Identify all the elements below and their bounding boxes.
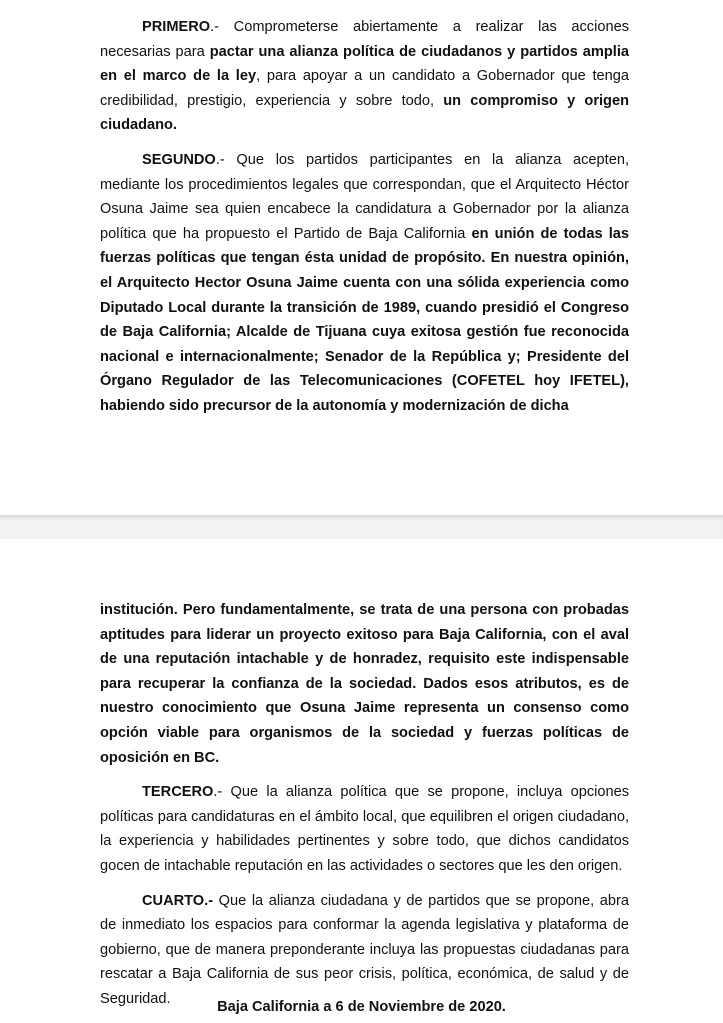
segundo-separator: .- [215, 151, 225, 168]
segundo-bold-1: en unión de todas las fuerzas políticas que tengan ésta unidad de propósito. En nuestra opinión, el Arquitecto Hector Osuna Jaime cuenta con una sólida experiencia como Diputado Local durante la transición de 1989, cuando presidió el Congreso de Baja California; Alcalde de Tijuana cuya exitosa gestión fue reconocida nacional e internacionalmente; Senador de la República y; Presidente del Órgano Regulador de las Telecomunicaciones (COFETEL hoy IFETEL), habiendo sido precursor de la autonomía y modernización de dicha [100, 225, 629, 414]
primero-label: PRIMERO [142, 19, 211, 35]
primero-bold-1: pactar una alianza política de ciudadanos y partidos amplia en el marco de la ley [100, 43, 629, 85]
cuarto-label: CUARTO.- [142, 892, 214, 909]
page-break [0, 515, 723, 539]
paragraph-cuarto [100, 889, 629, 1012]
segundo-label: SEGUNDO [142, 151, 216, 168]
tercero-text: Que la alianza política que se propone, incluya opciones políticas para candidaturas en el ámbito local, que equilibren el origen ciudadano, la experiencia y habilidades pertinentes y sobre todo, que dichos candidatos gocen de intachable reputación en las actividades o sectores que les den origen. [100, 784, 629, 874]
paragraph-primero [100, 15, 629, 138]
primero-text-1: Comprometerse abiertamente a realizar las acciones necesarias para [100, 19, 629, 60]
paragraph-tercero [100, 780, 629, 878]
cuarto-text: Que la alianza ciudadana y de partidos que se propone, abra de inmediato los espacios para conformar la agenda legislativa y plataforma de gobierno, que de manera preponderante incluya las propuestas ciudadanas para rescatar a Baja California de sus peor crisis, política, económica, de salud y de Seguridad. [100, 892, 629, 1007]
primero-separator: .- [210, 19, 220, 35]
paragraph-segundo [100, 148, 629, 419]
page-1-text [100, 15, 629, 419]
primero-bold-2: un compromiso y origen ciudadano. [100, 92, 629, 134]
tercero-label: TERCERO [142, 784, 214, 801]
primero-text-2: , para apoyar a un candidato a Gobernador que tenga credibilidad, prestigio, experiencia y sobre todo, [100, 68, 629, 109]
tercero-separator: .- [213, 784, 223, 801]
paragraph-segundo-continuation [100, 598, 629, 770]
segundo-continuation-text: institución. Pero fundamentalmente, se trata de una persona con probadas aptitudes para liderar un proyecto exitoso para Baja California, con el aval de una reputación intachable y de honradez, requisito este indispensable para recuperar la confianza de la sociedad. Dados esos atributos, es de nuestro conocimiento que Osuna Jaime representa un consenso como opción viable para organismos de la sociedad y fuerzas políticas de oposición en BC. [100, 602, 629, 766]
segundo-text-1: Que los partidos participantes en la alianza acepten, mediante los procedimientos legales que correspondan, que el Arquitecto Héctor Osuna Jaime sea quien encabece la candidatura a Gobernador por la alianza política que ha propuesto el Partido de Baja California [100, 151, 629, 242]
page-2-text [100, 598, 629, 1012]
date-line: Baja California a 6 de Noviembre de 2020. [217, 999, 506, 1015]
